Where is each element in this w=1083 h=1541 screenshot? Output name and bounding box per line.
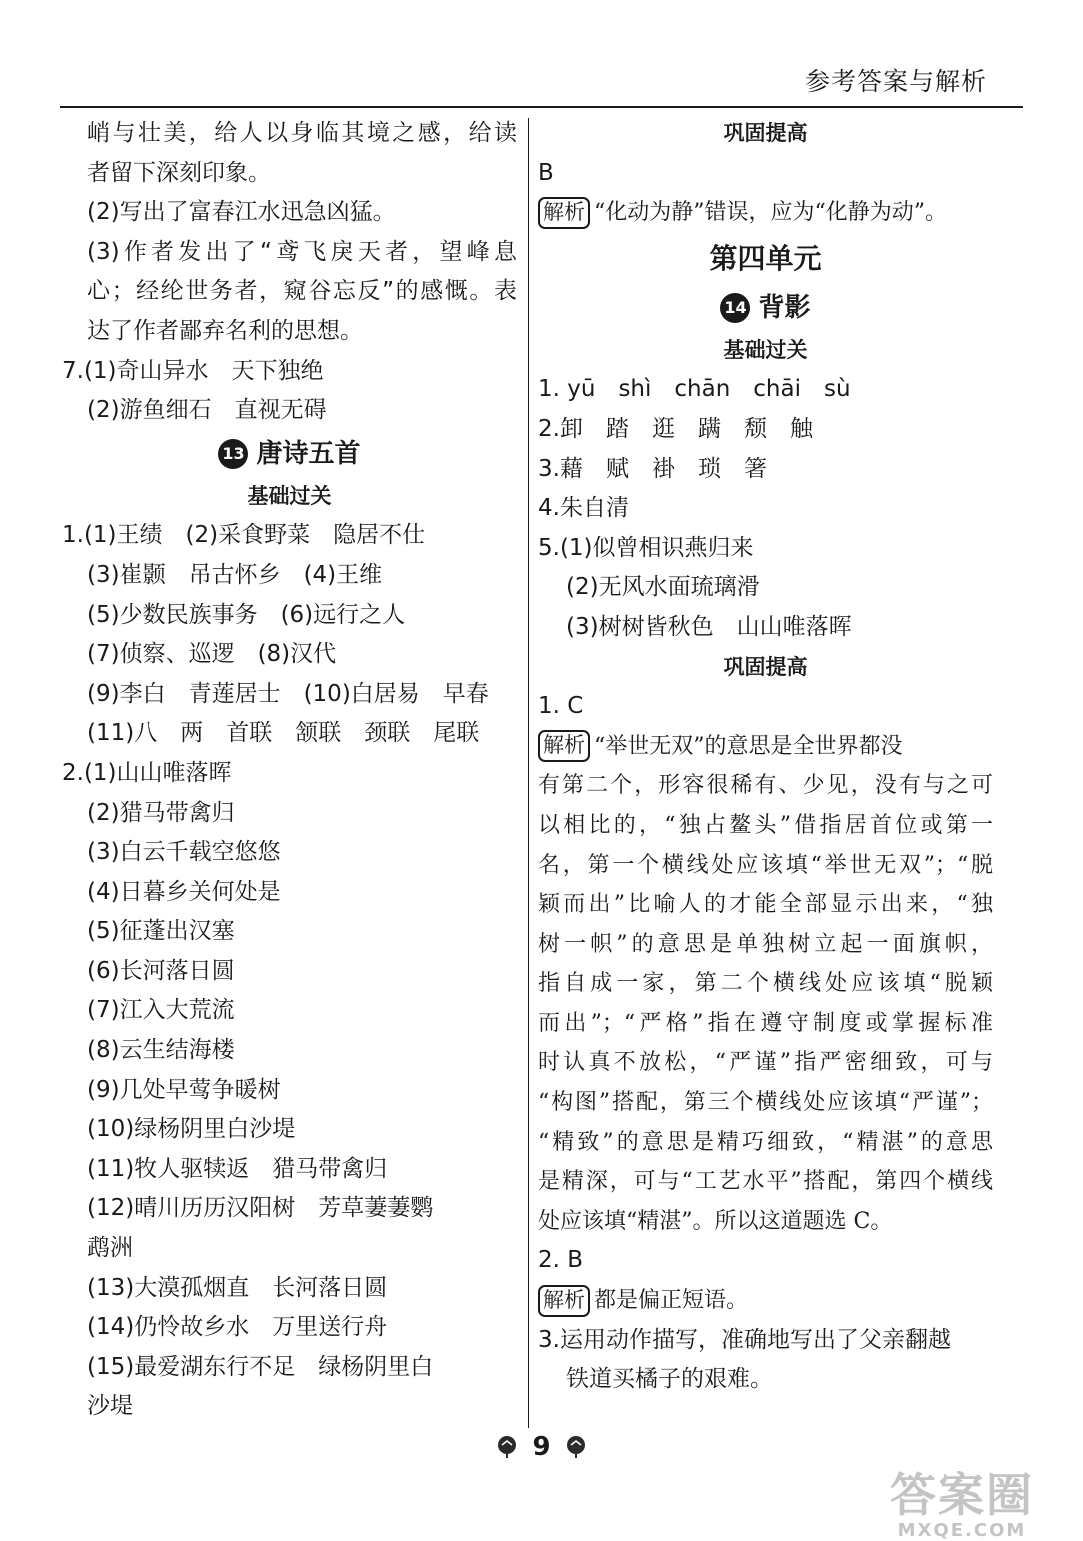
text-line: 达了作者鄙弃名利的思想。 bbox=[87, 317, 363, 344]
text-line: 峭与壮美，给人以身临其境之感，给读 bbox=[87, 120, 517, 146]
text-line: (5)征蓬出汉塞 bbox=[87, 918, 235, 945]
section-subheading: 巩固提高 bbox=[723, 654, 808, 679]
text-line: 2.卸 踏 逛 蹒 颓 触 bbox=[538, 415, 813, 442]
column-divider bbox=[528, 118, 529, 1428]
section-subheading: 巩固提高 bbox=[723, 121, 808, 145]
text-line: (9)几处早莺争暖树 bbox=[87, 1076, 281, 1103]
text-line: 1.(1)王绩 (2)采食野菜 隐居不仕 bbox=[62, 522, 426, 549]
text-line: 1. C bbox=[538, 693, 584, 720]
page-header-title: 参考答案与解析 bbox=[804, 67, 987, 96]
text-line: 1. yū shì chān chāi sù bbox=[538, 376, 851, 403]
text-line: 3.藉 赋 褂 琐 箸 bbox=[538, 455, 767, 482]
analysis-text: 是精深，可与“工艺水平”搭配，第四个横线 bbox=[538, 1169, 993, 1195]
right-column bbox=[538, 114, 993, 1400]
text-line: (14)仍怜故乡水 万里送行舟 bbox=[87, 1314, 388, 1341]
text-line: 铁道买橘子的艰难。 bbox=[566, 1366, 773, 1393]
text-line: 2. B bbox=[538, 1247, 584, 1274]
text-line: 沙堤 bbox=[87, 1393, 133, 1420]
header-rule bbox=[60, 106, 1023, 108]
text-line: 4.朱自清 bbox=[538, 495, 629, 522]
text-line: (10)绿杨阴里白沙堤 bbox=[87, 1116, 296, 1143]
lesson-number-badge: 13 bbox=[218, 439, 248, 469]
analysis-line bbox=[538, 1281, 993, 1321]
text-line: (6)长河落日圆 bbox=[87, 957, 235, 984]
text-line: (7)江入大荒流 bbox=[87, 997, 235, 1024]
analysis-text: “精致”的意思是精巧细致，“精湛”的意思 bbox=[538, 1129, 993, 1155]
leaf-left-icon bbox=[494, 1434, 520, 1460]
text-line: (5)少数民族事务 (6)远行之人 bbox=[87, 601, 406, 628]
analysis-tag: 解析 bbox=[538, 1285, 590, 1317]
text-line: (9)李白 青莲居士 (10)白居易 早春 bbox=[87, 680, 489, 707]
page-number: 9 bbox=[532, 1432, 551, 1462]
text-line: (7)侦察、巡逻 (8)汉代 bbox=[87, 641, 337, 668]
watermark-url: MXQE.COM bbox=[897, 1520, 1027, 1541]
text-line: 鹉洲 bbox=[87, 1235, 133, 1262]
left-column bbox=[62, 114, 517, 1427]
text-line: (3)树树皆秋色 山山唯落晖 bbox=[566, 613, 852, 640]
text-line: (3)白云千载空悠悠 bbox=[87, 839, 281, 866]
lesson-number-badge: 14 bbox=[720, 293, 750, 323]
text-line: (2)游鱼细石 直视无碍 bbox=[87, 397, 327, 424]
lesson-heading bbox=[538, 285, 993, 331]
analysis-tag: 解析 bbox=[538, 197, 590, 229]
leaf-right-icon bbox=[563, 1434, 589, 1460]
analysis-text: 树一帜”的意思是单独树立起一面旗帜， bbox=[538, 931, 993, 957]
text-line: 者留下深刻印象。 bbox=[87, 159, 271, 186]
watermark bbox=[877, 1470, 1047, 1541]
text-line: 5.(1)似曾相识燕归来 bbox=[538, 534, 754, 561]
analysis-text: 时认真不放松，“严谨”指严密细致，可与 bbox=[538, 1050, 993, 1076]
text-line: (3)崔颢 吊古怀乡 (4)王维 bbox=[87, 561, 383, 588]
text-line: 7.(1)奇山异水 天下独绝 bbox=[62, 357, 324, 384]
analysis-text: 以相比的，“独占鳌头”借指居首位或第一 bbox=[538, 812, 993, 838]
analysis-tag: 解析 bbox=[538, 730, 590, 762]
text-line: (2)无风水面琉璃滑 bbox=[566, 574, 760, 601]
text-line: (2)猎马带禽归 bbox=[87, 799, 235, 826]
lesson-title: 背影 bbox=[758, 292, 811, 323]
text-line: (4)日暮乡关何处是 bbox=[87, 878, 281, 905]
analysis-text: 名，第一个横线处应该填“举世无双”；“脱 bbox=[538, 852, 993, 878]
analysis-text: “举世无双”的意思是全世界都没 bbox=[594, 733, 903, 759]
analysis-text: “化动为静”错误，应为“化静为动”。 bbox=[594, 200, 947, 226]
analysis-text: 都是偏正短语。 bbox=[594, 1288, 749, 1314]
text-line: 2.(1)山山唯落晖 bbox=[62, 759, 232, 786]
analysis-line bbox=[538, 727, 993, 767]
analysis-text: “构图”搭配，第三个横线处应该填“严谨”； bbox=[538, 1090, 993, 1116]
lesson-heading bbox=[62, 431, 517, 477]
text-line: (2)写出了富春江水迅急凶猛。 bbox=[87, 199, 396, 226]
text-line: (8)云生结海楼 bbox=[87, 1037, 235, 1064]
unit-heading: 第四单元 bbox=[709, 241, 822, 275]
text-line: B bbox=[538, 159, 554, 186]
page-footer bbox=[0, 1432, 1083, 1462]
analysis-line bbox=[538, 193, 993, 233]
text-line: (15)最爱湖东行不足 绿杨阴里白 bbox=[87, 1353, 434, 1380]
text-line: (12)晴川历历汉阳树 芳草萋萋鹦 bbox=[87, 1195, 434, 1222]
text-line: 3.运用动作描写，准确地写出了父亲翻越 bbox=[538, 1326, 951, 1353]
section-subheading: 基础过关 bbox=[723, 337, 808, 362]
lesson-title: 唐诗五首 bbox=[256, 438, 361, 469]
analysis-text: 指自成一家，第二个横线处应该填“脱颖 bbox=[538, 971, 993, 997]
section-subheading: 基础过关 bbox=[247, 483, 332, 508]
analysis-text: 有第二个，形容很稀有、少见，没有与之可 bbox=[538, 773, 993, 799]
watermark-logo-text: 答案圈 bbox=[890, 1468, 1034, 1522]
analysis-text: 处应该填“精湛”。所以这道题选 C。 bbox=[538, 1208, 893, 1234]
text-line: (11)牧人驱犊返 猎马带禽归 bbox=[87, 1155, 388, 1182]
analysis-text: 颖而出”比喻人的才能全部显示出来，“独 bbox=[538, 892, 993, 918]
text-line: (3)作者发出了“鸢飞戾天者，望峰息 bbox=[87, 238, 517, 265]
analysis-text: 而出”；“严格”指在遵守制度或掌握标准 bbox=[538, 1010, 993, 1036]
text-line: (11)八 两 首联 颔联 颈联 尾联 bbox=[87, 720, 480, 747]
text-line: (13)大漠孤烟直 长河落日圆 bbox=[87, 1274, 388, 1301]
text-line: 心；经纶世务者，窥谷忘反”的感慨。表 bbox=[87, 278, 517, 305]
